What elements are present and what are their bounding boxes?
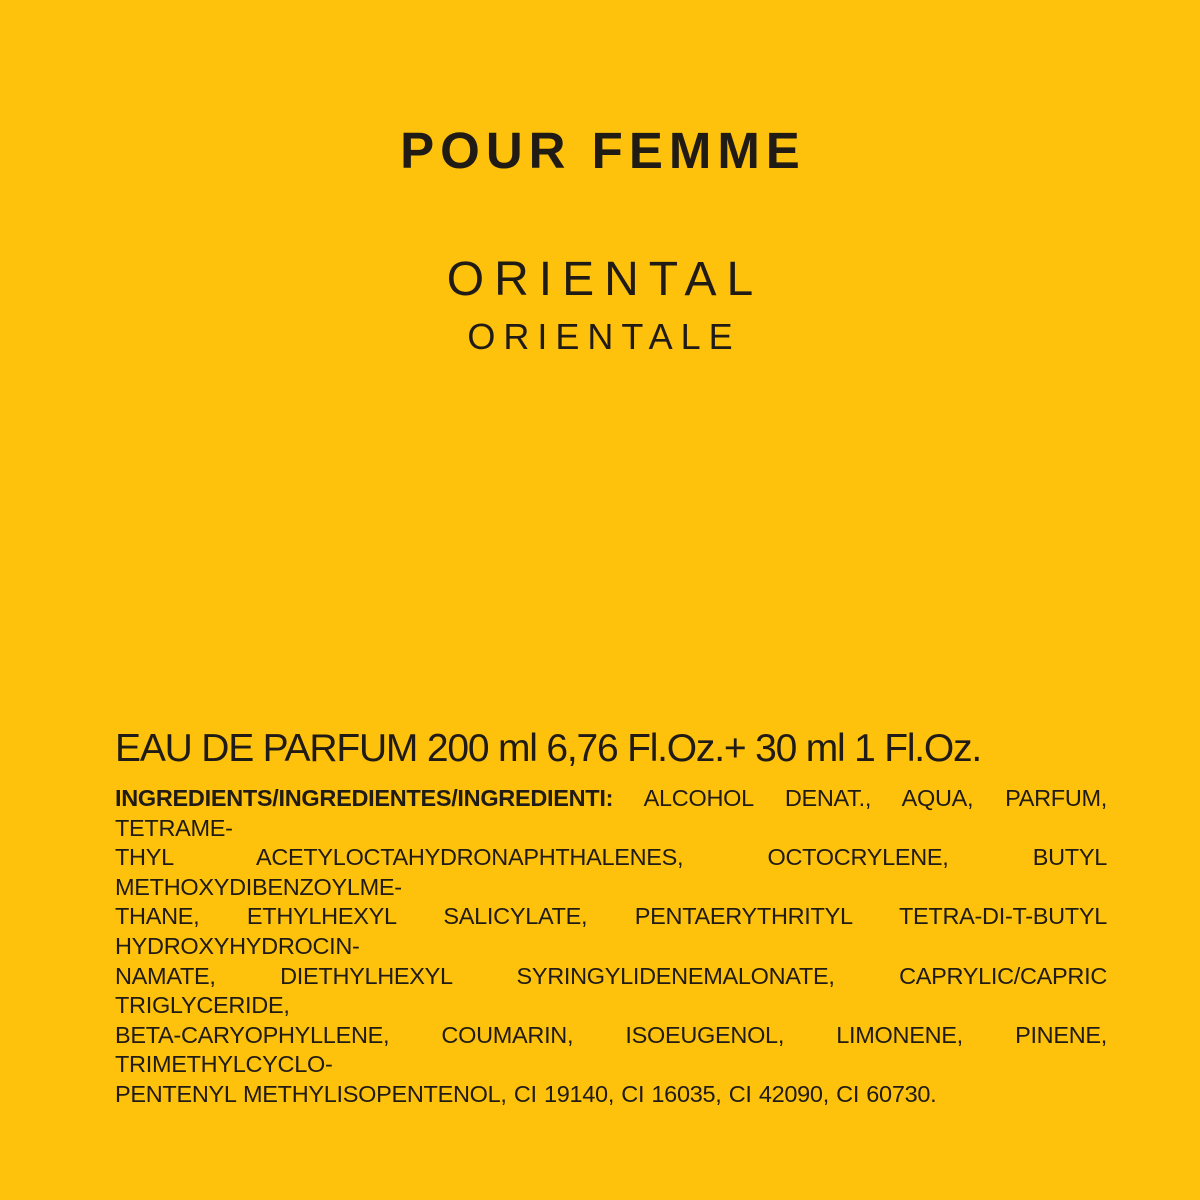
ingredients-line: THYL ACETYLOCTAHYDRONAPHTHALENES, OCTOCRYLENE, BUTYL METHOXYDIBENZOYLME- [115,844,1107,900]
ingredients-line: PENTENYL METHYLISOPENTENOL, CI 19140, CI 16035, CI 42090, CI 60730. [115,1080,937,1107]
pour-femme-title: POUR FEMME [400,122,806,179]
ingredients-line: THANE, ETHYLHEXYL SALICYLATE, PENTAERYTHRITYL TETRA-DI-T-BUTYL HYDROXYHYDROCIN- [115,903,1107,959]
ingredients-block [115,784,1107,1110]
volume-line: EAU DE PARFUM 200 ml 6,76 Fl.Oz.+ 30 ml 1 Fl.Oz. [115,727,982,770]
ingredients-line [115,784,1107,843]
product-info-block [115,727,1107,1110]
ingredients-line: BETA-CARYOPHYLLENE, COUMARIN, ISOEUGENOL, LIMONENE, PINENE, TRIMETHYLCYCLO- [115,1021,1107,1078]
ingredients-line: NAMATE, DIETHYLHEXYL SYRINGYLIDENEMALONATE, CAPRYLIC/CAPRIC TRIGLYCERIDE, [115,962,1107,1019]
ingredients-text: ALCOHOL DENAT., AQUA, PARFUM, TETRAME- [115,785,1107,841]
ingredients-label: INGREDIENTS/INGREDIENTES/INGREDIENTI: [115,785,614,811]
fragrance-name-oriental: ORIENTAL [446,253,764,306]
fragrance-name-orientale: ORIENTALE [467,316,741,357]
